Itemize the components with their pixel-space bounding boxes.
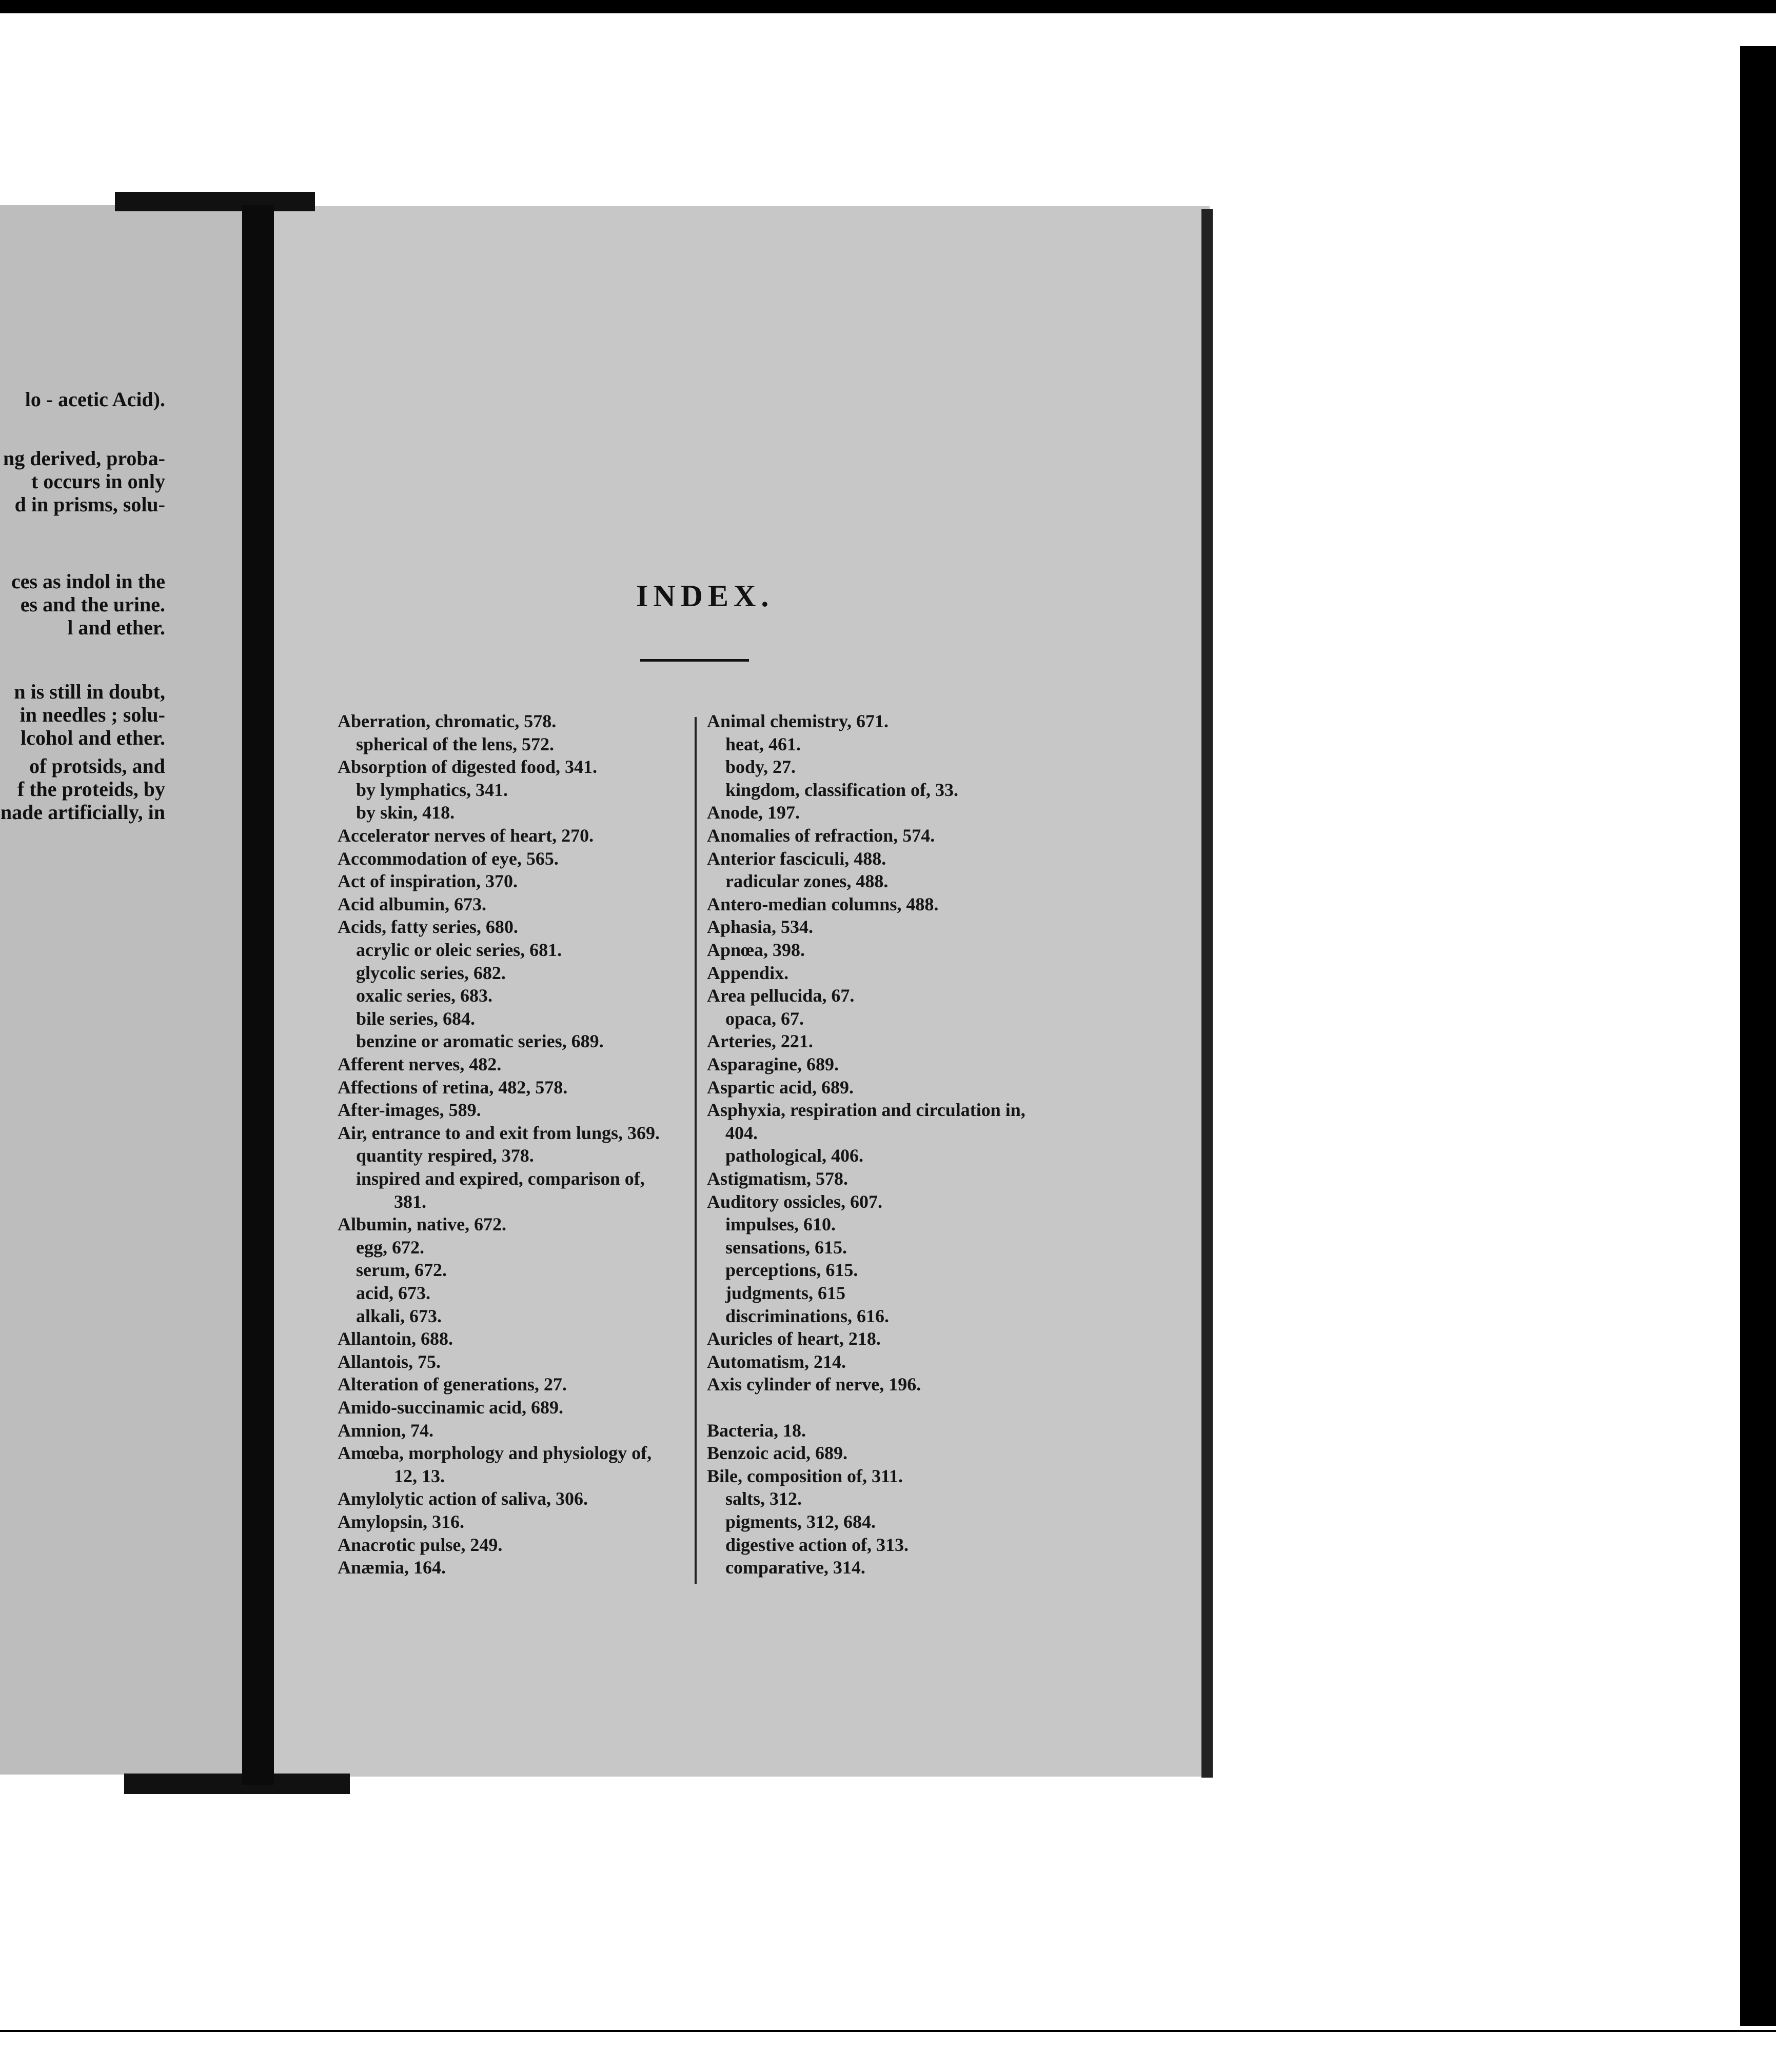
index-entry: Aphasia, 534. [707, 917, 814, 937]
left-page-line: es and the urine. [20, 593, 165, 616]
left-page-line: l and ether. [67, 616, 165, 639]
index-entry: Axis cylinder of nerve, 196. [707, 1374, 921, 1394]
index-entry: Antero-median columns, 488. [707, 894, 939, 914]
index-subentry: spherical of the lens, 572. [356, 734, 554, 754]
index-entry: Allantois, 75. [338, 1351, 441, 1372]
index-entry: Auditory ossicles, 607. [707, 1191, 882, 1212]
index-entry: Appendix. [707, 963, 789, 983]
left-page-line: in needles ; solu- [19, 703, 165, 726]
left-page-line: ces as indol in the [11, 570, 165, 593]
index-subentry: quantity respired, 378. [356, 1145, 534, 1166]
binding-gutter [242, 205, 274, 1785]
index-entry: Aberration, chromatic, 578. [338, 711, 557, 731]
index-subentry: sensations, 615. [725, 1237, 847, 1258]
index-subentry: bile series, 684. [356, 1008, 475, 1029]
index-subentry: acid, 673. [356, 1283, 431, 1303]
index-entry: Amœba, morphology and physiology of, [338, 1443, 652, 1463]
index-subentry: pathological, 406. [725, 1145, 864, 1166]
left-page-line: nade artificially, in [0, 801, 165, 824]
column-divider [695, 717, 697, 1584]
index-subentry: 381. [394, 1191, 426, 1212]
index-entry: Arteries, 221. [707, 1031, 813, 1051]
index-subentry: digestive action of, 313. [725, 1535, 909, 1555]
index-subentry: glycolic series, 682. [356, 963, 506, 983]
index-entry: After-images, 589. [338, 1100, 481, 1120]
index-entry: Accommodation of eye, 565. [338, 848, 559, 869]
index-entry: Accelerator nerves of heart, 270. [338, 825, 594, 846]
scan-right-border [1740, 46, 1776, 2026]
page-edge [1201, 209, 1213, 1778]
index-subentry: opaca, 67. [725, 1008, 804, 1029]
binding-clip-top [115, 192, 315, 211]
left-page-line: n is still in doubt, [14, 680, 165, 703]
index-entry: Area pellucida, 67. [707, 985, 855, 1006]
title-rule [640, 659, 749, 662]
scan-top-border [0, 0, 1776, 13]
index-subentry: body, 27. [725, 756, 796, 777]
index-subentry: discriminations, 616. [725, 1306, 890, 1326]
index-entry: Allantoin, 688. [338, 1328, 453, 1349]
binding-clip-bottom [124, 1774, 350, 1794]
index-subentry: kingdom, classification of, 33. [725, 780, 959, 800]
left-page-line: of protsids, and [29, 754, 165, 778]
index-subentry: serum, 672. [356, 1260, 447, 1280]
index-entry: Aspartic acid, 689. [707, 1077, 854, 1098]
index-subentry: 404. [725, 1123, 758, 1143]
index-subentry: oxalic series, 683. [356, 985, 492, 1006]
index-subentry: heat, 461. [725, 734, 801, 754]
index-subentry: radicular zones, 488. [725, 871, 889, 891]
index-entry: Affections of retina, 482, 578. [338, 1077, 568, 1098]
index-entry: Act of inspiration, 370. [338, 871, 518, 891]
index-entry: Acids, fatty series, 680. [338, 917, 518, 937]
index-entry: Albumin, native, 672. [338, 1214, 507, 1234]
page-title: INDEX. [636, 579, 774, 613]
left-page-line: lcohol and ether. [21, 726, 165, 749]
index-entry: Anterior fasciculi, 488. [707, 848, 886, 869]
index-entry: Bacteria, 18. [707, 1420, 806, 1441]
index-entry: Astigmatism, 578. [707, 1168, 848, 1189]
index-entry: Amido-succinamic acid, 689. [338, 1397, 563, 1418]
index-entry: Anacrotic pulse, 249. [338, 1535, 503, 1555]
index-entry: Automatism, 214. [707, 1351, 846, 1372]
index-entry: Asparagine, 689. [707, 1054, 839, 1074]
index-entry: Amnion, 74. [338, 1420, 434, 1441]
left-page-line: lo - acetic Acid). [25, 388, 165, 411]
index-entry: Amylolytic action of saliva, 306. [338, 1488, 588, 1509]
index-subentry: salts, 312. [725, 1488, 802, 1509]
index-entry: Anode, 197. [707, 802, 800, 823]
index-subentry: acrylic or oleic series, 681. [356, 940, 562, 960]
scan-bottom-line [0, 2030, 1776, 2032]
index-subentry: egg, 672. [356, 1237, 424, 1258]
left-page-line: d in prisms, solu- [14, 493, 165, 516]
left-page-line: f the proteids, by [17, 778, 165, 801]
index-entry: Anæmia, 164. [338, 1557, 446, 1578]
left-page-fragment [0, 205, 256, 1775]
index-entry: Acid albumin, 673. [338, 894, 487, 914]
index-entry: Alteration of generations, 27. [338, 1374, 567, 1394]
index-entry: Apnœa, 398. [707, 940, 805, 960]
index-subentry: perceptions, 615. [725, 1260, 858, 1280]
left-page-line: t occurs in only [31, 470, 165, 493]
index-subentry: by skin, 418. [356, 802, 455, 823]
left-page-line: ng derived, proba- [3, 447, 165, 470]
index-subentry: inspired and expired, comparison of, [356, 1168, 645, 1189]
index-entry: Asphyxia, respiration and circulation in, [707, 1100, 1025, 1120]
index-subentry: pigments, 312, 684. [725, 1511, 876, 1532]
index-subentry: impulses, 610. [725, 1214, 836, 1234]
index-subentry: alkali, 673. [356, 1306, 442, 1326]
index-subentry: comparative, 314. [725, 1557, 865, 1578]
index-entry: Auricles of heart, 218. [707, 1328, 881, 1349]
index-entry: Anomalies of refraction, 574. [707, 825, 935, 846]
index-subentry: benzine or aromatic series, 689. [356, 1031, 604, 1051]
index-entry: Amylopsin, 316. [338, 1511, 465, 1532]
index-entry: Animal chemistry, 671. [707, 711, 889, 731]
index-subentry: by lymphatics, 341. [356, 780, 508, 800]
index-entry: Absorption of digested food, 341. [338, 756, 598, 777]
index-subentry: judgments, 615 [725, 1283, 846, 1303]
index-entry: Afferent nerves, 482. [338, 1054, 502, 1074]
index-subentry: 12, 13. [394, 1466, 445, 1486]
index-entry: Bile, composition of, 311. [707, 1466, 903, 1486]
index-entry: Benzoic acid, 689. [707, 1443, 847, 1463]
index-entry: Air, entrance to and exit from lungs, 369. [338, 1123, 660, 1143]
